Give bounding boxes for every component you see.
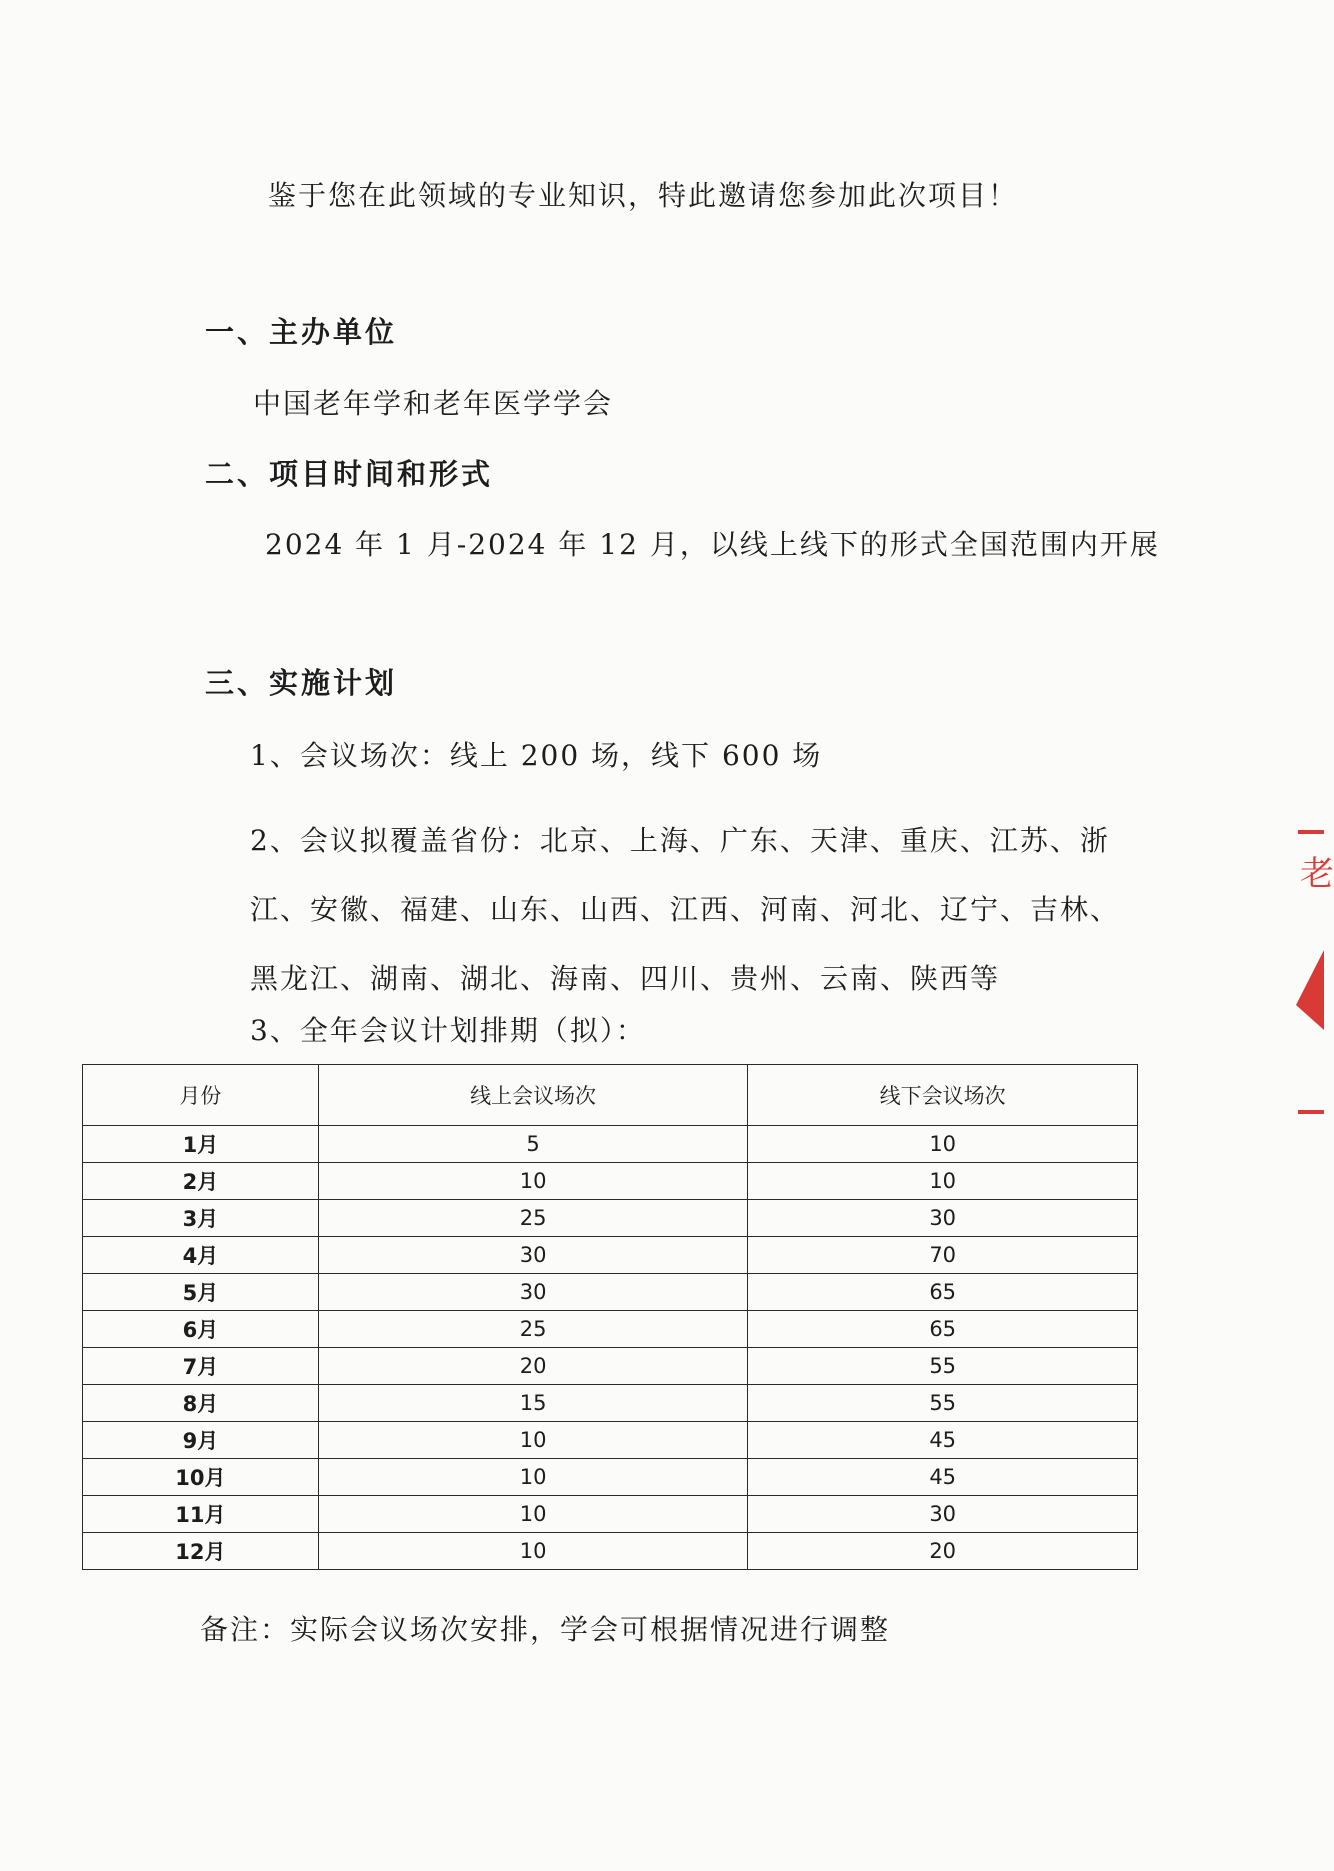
cell-online: 5	[318, 1126, 748, 1163]
cell-month: 6月	[83, 1311, 319, 1348]
cell-month: 3月	[83, 1200, 319, 1237]
cell-month: 2月	[83, 1163, 319, 1200]
seal-character: 老	[1300, 854, 1334, 894]
seal-star-icon	[1296, 950, 1324, 1030]
cell-online: 15	[318, 1385, 748, 1422]
red-seal-fragment	[1292, 830, 1334, 1120]
table-row	[83, 1385, 1138, 1422]
table-row	[83, 1237, 1138, 1274]
cell-offline: 45	[748, 1459, 1138, 1496]
table-row	[83, 1163, 1138, 1200]
section-heading-plan: 三、实施计划	[205, 666, 398, 700]
cell-offline: 10	[748, 1163, 1138, 1200]
table-row	[83, 1274, 1138, 1311]
cell-offline: 30	[748, 1200, 1138, 1237]
plan-item-meetings: 1、会议场次：线上 200 场，线下 600 场	[250, 739, 823, 772]
cell-month: 10月	[83, 1459, 319, 1496]
section-heading-host: 一、主办单位	[205, 315, 398, 349]
table-row	[83, 1422, 1138, 1459]
cell-online: 10	[318, 1533, 748, 1570]
footnote: 备注：实际会议场次安排，学会可根据情况进行调整	[200, 1613, 891, 1646]
cell-offline: 65	[748, 1274, 1138, 1311]
cell-online: 10	[318, 1422, 748, 1459]
plan-item-provinces	[250, 806, 1130, 1013]
cell-online: 25	[318, 1311, 748, 1348]
cell-online: 10	[318, 1163, 748, 1200]
cell-month: 9月	[83, 1422, 319, 1459]
table-row	[83, 1126, 1138, 1163]
cell-month: 8月	[83, 1385, 319, 1422]
table-row	[83, 1311, 1138, 1348]
header-offline: 线下会议场次	[748, 1065, 1138, 1126]
intro-text: 鉴于您在此领域的专业知识，特此邀请您参加此次项目！	[268, 179, 1019, 212]
cell-month: 1月	[83, 1126, 319, 1163]
provinces-list: 北京、上海、广东、天津、重庆、江苏、浙江、安徽、福建、山东、山西、江西、河南、河北、辽宁、吉林、黑龙江、湖南、湖北、海南、四川、贵州、云南、陕西等	[250, 824, 1121, 995]
cell-online: 20	[318, 1348, 748, 1385]
table-header-row	[83, 1065, 1138, 1126]
table-row	[83, 1459, 1138, 1496]
provinces-label: 2、会议拟覆盖省份：	[250, 824, 540, 857]
cell-online: 30	[318, 1274, 748, 1311]
cell-month: 12月	[83, 1533, 319, 1570]
plan-item-schedule: 3、全年会议计划排期（拟）：	[250, 1014, 646, 1047]
schedule-table	[82, 1064, 1138, 1570]
seal-border-bottom	[1298, 1110, 1324, 1114]
schedule-table-body	[83, 1126, 1138, 1570]
cell-online: 10	[318, 1459, 748, 1496]
table-row	[83, 1348, 1138, 1385]
section-heading-period: 二、项目时间和形式	[205, 457, 494, 491]
project-period: 2024 年 1 月-2024 年 12 月，以线上线下的形式全国范围内开展	[265, 528, 1160, 561]
cell-month: 5月	[83, 1274, 319, 1311]
table-row	[83, 1200, 1138, 1237]
cell-month: 11月	[83, 1496, 319, 1533]
cell-offline: 65	[748, 1311, 1138, 1348]
seal-border-top	[1298, 830, 1324, 834]
host-organization: 中国老年学和老年医学学会	[253, 387, 614, 420]
cell-offline: 20	[748, 1533, 1138, 1570]
header-month: 月份	[83, 1065, 319, 1126]
cell-online: 10	[318, 1496, 748, 1533]
cell-offline: 30	[748, 1496, 1138, 1533]
header-online: 线上会议场次	[318, 1065, 748, 1126]
cell-offline: 55	[748, 1348, 1138, 1385]
cell-offline: 10	[748, 1126, 1138, 1163]
table-row	[83, 1533, 1138, 1570]
cell-month: 4月	[83, 1237, 319, 1274]
cell-month: 7月	[83, 1348, 319, 1385]
cell-offline: 70	[748, 1237, 1138, 1274]
cell-online: 30	[318, 1237, 748, 1274]
cell-offline: 55	[748, 1385, 1138, 1422]
cell-offline: 45	[748, 1422, 1138, 1459]
cell-online: 25	[318, 1200, 748, 1237]
table-row	[83, 1496, 1138, 1533]
